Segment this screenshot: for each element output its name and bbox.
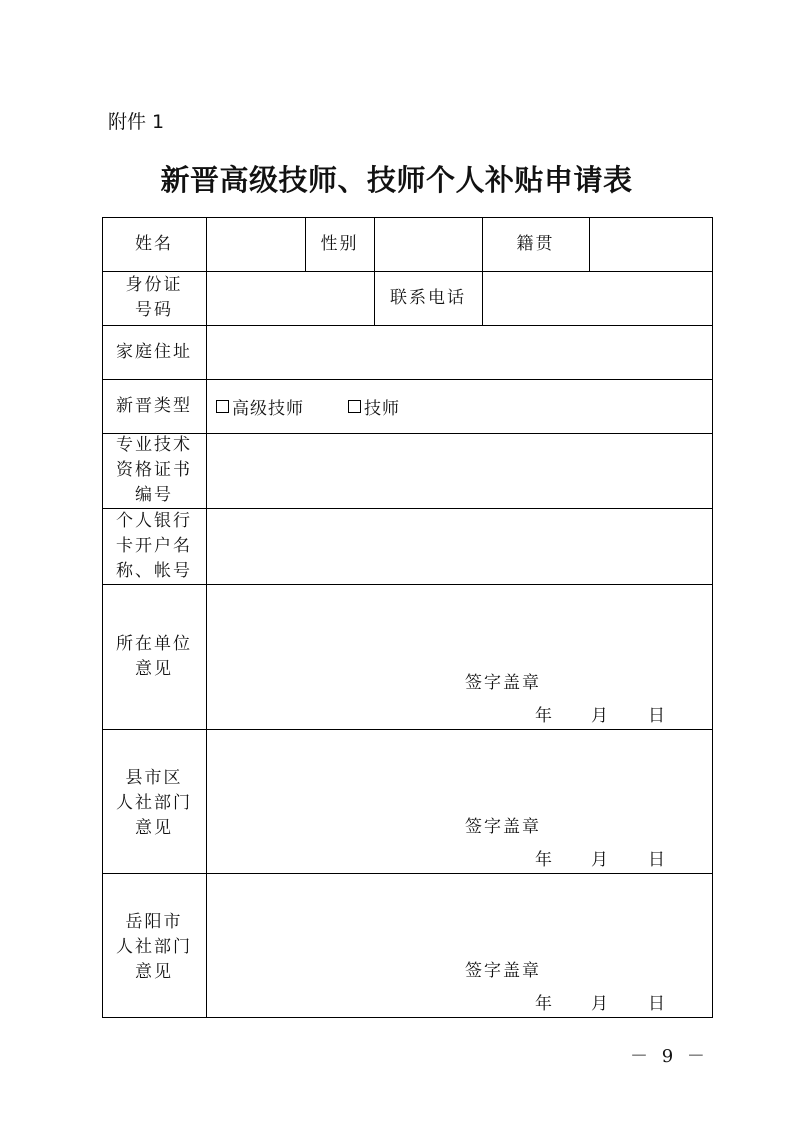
phone-field[interactable] (483, 271, 712, 325)
unit-opinion-field[interactable] (207, 584, 712, 729)
city-year-label: 年 (535, 994, 552, 1014)
form-title: 新晋高级技师、技师个人补贴申请表 (160, 163, 633, 197)
county-signature-label: 签字盖章 (465, 817, 541, 837)
unit-signature-label: 签字盖章 (465, 673, 541, 693)
county-month-label: 月 (591, 850, 608, 870)
certificate-number-label: 专业技术 资格证书 编号 (116, 435, 192, 505)
bank-account-field[interactable] (207, 508, 712, 584)
bank-account-label: 个人银行 卡开户名 称、帐号 (116, 510, 192, 581)
technician-label: 技师 (364, 398, 400, 419)
city-day-label: 日 (648, 994, 665, 1014)
city-opinion-label: 岳阳市 人社部门 意见 (116, 912, 192, 982)
county-day-label: 日 (648, 850, 665, 870)
unit-day-label: 日 (648, 706, 665, 726)
senior-technician-checkbox[interactable] (216, 400, 229, 413)
technician-checkbox[interactable] (348, 400, 361, 413)
unit-opinion-label: 所在单位 意见 (116, 634, 192, 679)
address-label: 家庭住址 (116, 341, 192, 362)
county-year-label: 年 (535, 850, 552, 870)
name-label: 姓名 (135, 233, 173, 254)
city-signature-label: 签字盖章 (465, 961, 541, 981)
id-number-label: 身份证 号码 (125, 275, 183, 320)
phone-label: 联系电话 (390, 287, 466, 308)
name-field[interactable] (207, 217, 305, 271)
gender-label: 性别 (320, 233, 359, 254)
city-month-label: 月 (591, 994, 608, 1014)
id-number-field[interactable] (207, 271, 374, 325)
unit-year-label: 年 (535, 706, 552, 726)
unit-month-label: 月 (591, 706, 608, 726)
county-opinion-field[interactable] (207, 729, 712, 873)
address-field[interactable] (207, 325, 712, 379)
native-place-field[interactable] (590, 217, 712, 271)
technician-option[interactable] (348, 379, 400, 433)
page-number: － 9 － (630, 1046, 709, 1067)
certificate-number-field[interactable] (207, 433, 712, 508)
county-opinion-label: 县市区 人社部门 意见 (116, 768, 192, 838)
gender-field[interactable] (375, 217, 482, 271)
native-place-label: 籍贯 (516, 233, 555, 254)
attachment-label: 附件 1 (108, 111, 165, 133)
senior-technician-label: 高级技师 (232, 398, 304, 419)
senior-technician-option[interactable] (216, 379, 304, 433)
application-form-table (102, 217, 713, 1018)
city-opinion-field[interactable] (207, 873, 712, 1017)
promotion-type-label: 新晋类型 (116, 395, 192, 416)
